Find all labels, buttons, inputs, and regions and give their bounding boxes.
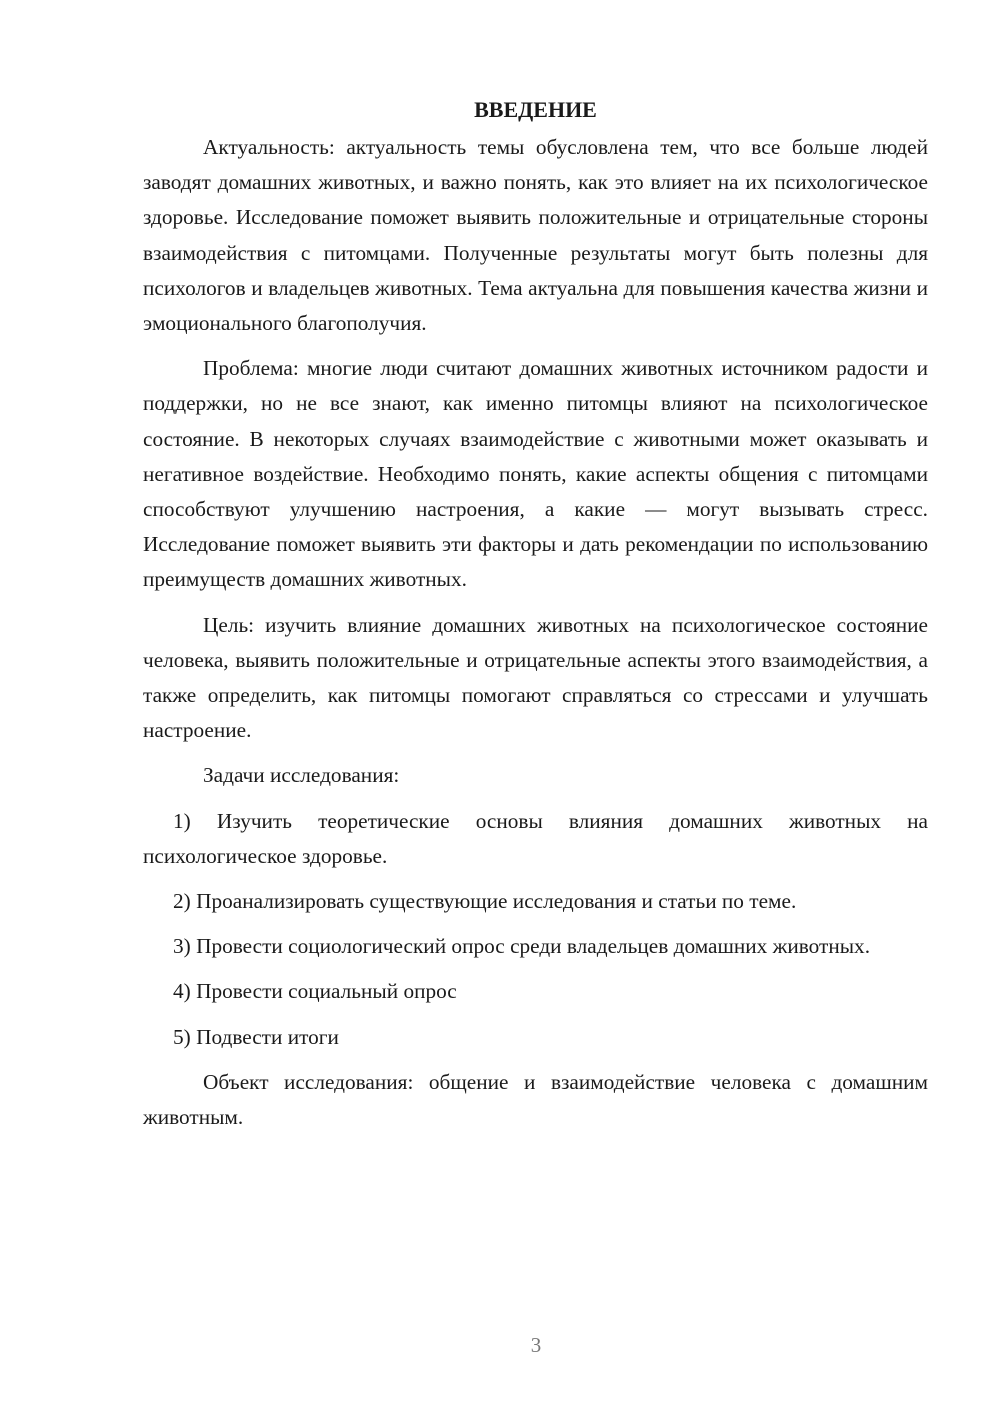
document-title: ВВЕДЕНИЕ: [474, 97, 597, 122]
task-item-3: 3) Провести социологический опрос среди владельцев домашних животных.: [173, 934, 871, 959]
task-item-2: 2) Проанализировать существующие исследования и статьи по теме.: [173, 889, 797, 914]
task-item-5: 5) Подвести итоги: [173, 1024, 339, 1049]
task-item-4: 4) Провести социальный опрос: [173, 979, 457, 1004]
task-item-1: 1) Изучить теоретические основы влияния домашних животных на психологическое здоровье.: [143, 808, 928, 868]
paragraph-relevance: Актуальность: актуальность темы обусловлена тем, что все больше людей заводят домашних животных, и важно понять, как это влияет на их психологическое здоровье. Исследование поможет выявить положительные и отрицательные стороны взаимодействия с питомцами. Полученные результаты могут быть полезны для психологов и владельцев животных. Тема актуальна для повышения качества жизни и эмоционального благополучия.: [143, 135, 928, 336]
tasks-heading: Задачи исследования:: [203, 763, 400, 788]
paragraph-object: Объект исследования: общение и взаимодействие человека с домашним животным.: [143, 1069, 928, 1130]
page-number: 3: [530, 1333, 542, 1357]
document-page: [143, 92, 928, 1145]
paragraph-goal: Цель: изучить влияние домашних животных на психологическое состояние человека, выявить положительные и отрицательные аспекты этого взаимодействия, а также определить, как питомцы помогают справляться со стрессами и улучшать настроение.: [143, 612, 928, 743]
paragraph-problem: Проблема: многие люди считают домашних животных источником радости и поддержки, но не все знают, как именно питомцы влияют на психологическое состояние. В некоторых случаях взаимодействие с животными может оказывать и негативное воздействие. Необходимо понять, какие аспекты общения с питомцами способствуют улучшению настроения, а какие — могут вызывать стресс. Исследование поможет выявить эти факторы и дать рекомендации по использованию преимуществ домашних животных.: [143, 356, 928, 592]
